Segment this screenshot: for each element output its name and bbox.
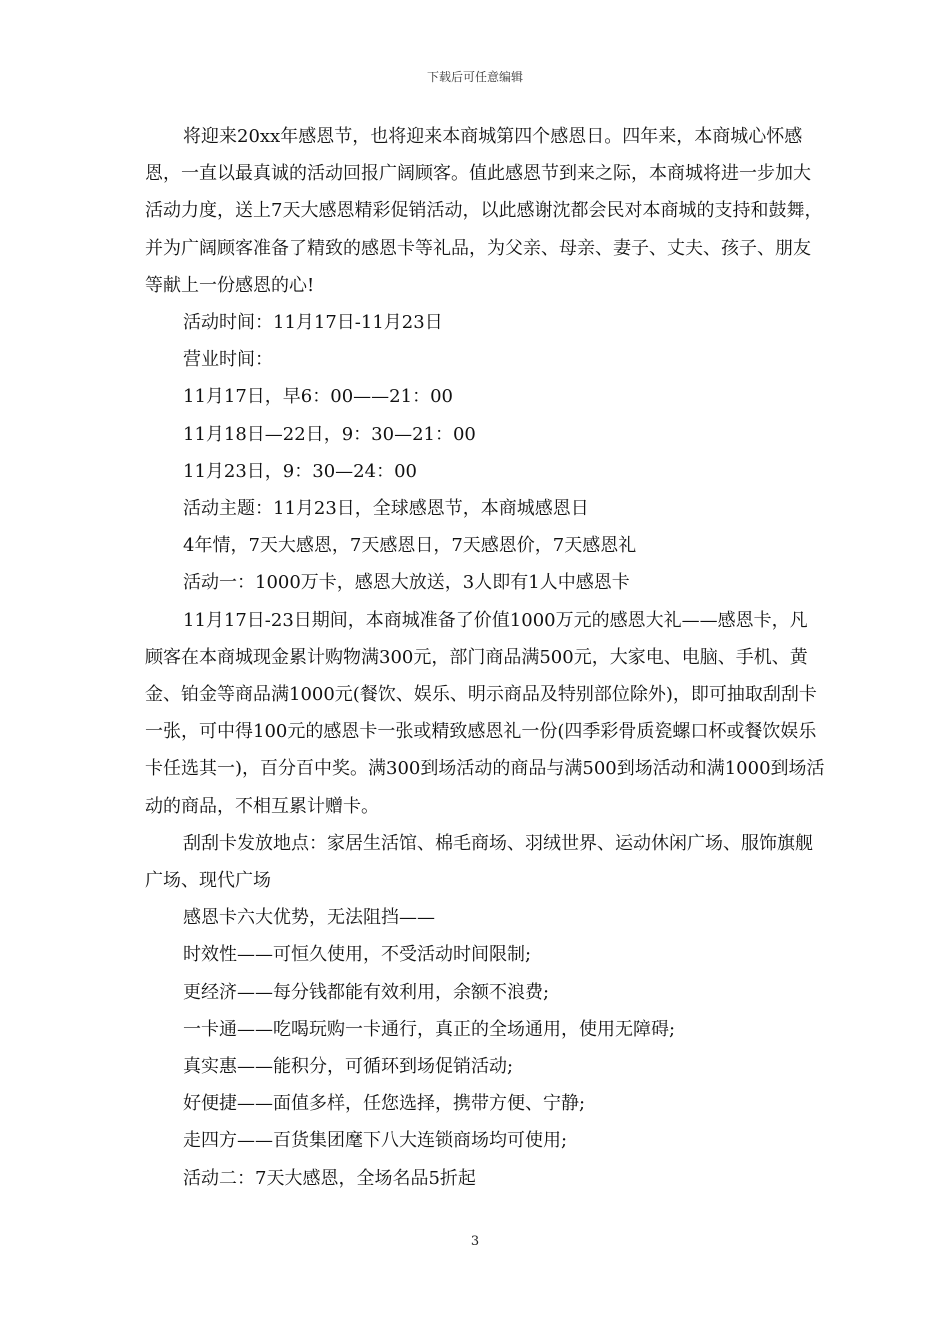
paragraph-intro: 将迎来20xx年感恩节，也将迎来本商城第四个感恩日。四年来，本商城心怀感恩，一直以最真诚的活动回报广阔顾客。值此感恩节到来之际，本商城将进一步加大活动力度，送上7天大感恩精彩促销活动，以此感谢沈都会民对本商城的支持和鼓舞，并为广阔顾客准备了精致的感恩卡等礼品，为父亲、母亲、妻子、丈夫、孩子、朋友等献上一份感恩的心! xyxy=(145,126,823,296)
paragraph-business-hours-label: 营业时间： xyxy=(183,349,273,371)
page-number: 3 xyxy=(470,1234,480,1249)
paragraph-hours-nov17: 11月17日，早6：00——21：00 xyxy=(183,386,453,408)
paragraph-advantage-economy: 更经济——每分钱都能有效利用，余额不浪费; xyxy=(183,981,550,1003)
paragraph-advantage-value: 真实惠——能积分，可循环到场促销活动; xyxy=(183,1056,514,1078)
paragraph-scratch-card-locations: 刮刮卡发放地点：家居生活馆、棉毛商场、羽绒世界、运动休闲广场、服饰旗舰广场、现代广场 xyxy=(145,832,813,892)
paragraph-activity-theme: 活动主题：11月23日，全球感恩节，本商城感恩日 xyxy=(183,498,589,520)
paragraph-slogan: 4年情，7天大感恩，7天感恩日，7天感恩价，7天感恩礼 xyxy=(183,535,637,557)
document-body xyxy=(145,118,825,1197)
paragraph-advantage-everywhere: 走四方——百货集团麾下八大连锁商场均可使用; xyxy=(183,1130,568,1152)
paragraph-hours-nov18-22: 11月18日—22日，9：30—21：00 xyxy=(183,423,476,445)
paragraph-advantage-timeliness: 时效性——可恒久使用，不受活动时间限制; xyxy=(183,944,532,966)
paragraph-activity-one-title: 活动一：1000万卡，感恩大放送，3人即有1人中感恩卡 xyxy=(183,572,630,594)
paragraph-advantage-convenience: 好便捷——面值多样，任您选择，携带方便、宁静; xyxy=(183,1093,586,1115)
paragraph-activity-time: 活动时间：11月17日-11月23日 xyxy=(183,312,443,334)
paragraph-activity-one-details: 11月17日-23日期间，本商城准备了价值1000万元的感恩大礼——感恩卡，凡顾客在本商城现金累计购物满300元，部门商品满500元，大家电、电脑、手机、黄金、铂金等商品满1000元(餐饮、娱乐、明示商品及特别部位除外)，即可抽取刮刮卡一张，可中得100元的感恩卡一张或精致感恩礼一份(四季彩骨质瓷螺口杯或餐饮娱乐卡任选其一)，百分百中奖。满300到场活动的商品与满500到场活动和满1000到场活动的商品，不相互累计赠卡。 xyxy=(145,609,825,817)
paragraph-hours-nov23: 11月23日，9：30—24：00 xyxy=(183,460,417,482)
paragraph-activity-two-title: 活动二：7天大感恩，全场名品5折起 xyxy=(183,1167,476,1189)
page-header: 下载后可任意编辑 xyxy=(426,70,523,84)
paragraph-card-advantages-title: 感恩卡六大优势，无法阻挡—— xyxy=(183,907,435,929)
paragraph-advantage-one-card: 一卡通——吃喝玩购一卡通行，真正的全场通用，使用无障碍; xyxy=(183,1018,676,1040)
